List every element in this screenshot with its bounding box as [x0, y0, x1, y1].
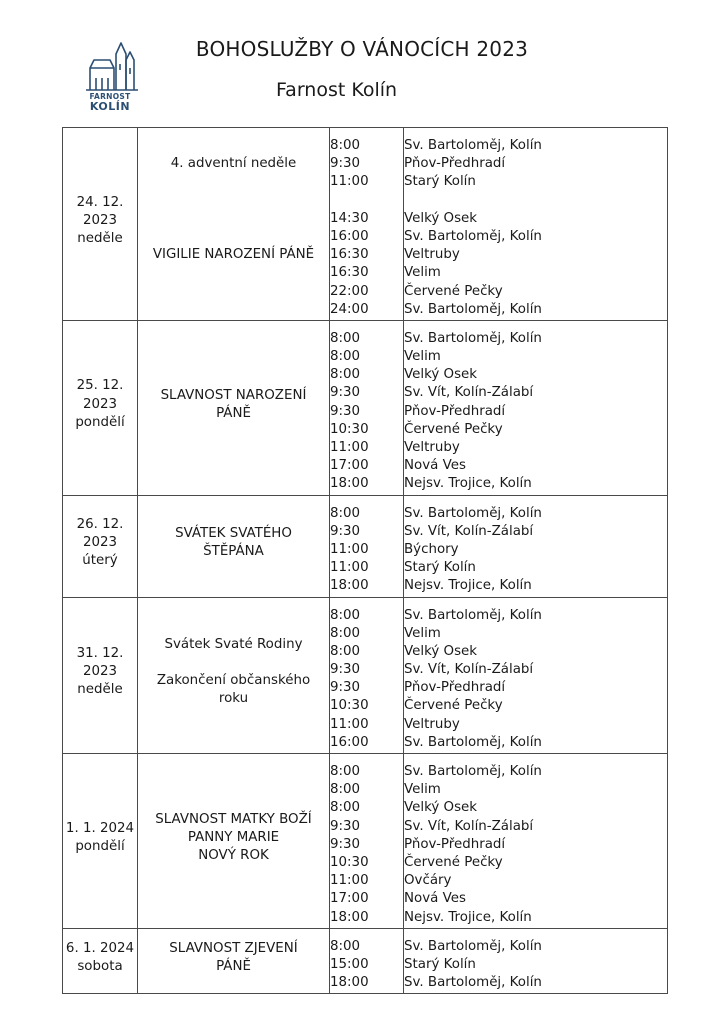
- service-time: 8:00: [330, 138, 361, 153]
- service-time: 8:00: [330, 607, 361, 623]
- date-line: úterý: [82, 553, 118, 569]
- service-place: Sv. Bartoloměj, Kolín: [404, 607, 542, 623]
- service-place: Sv. Vít, Kolín-Zálabí: [404, 662, 534, 678]
- service-time: 10:30: [330, 854, 369, 870]
- spacer: [138, 654, 329, 672]
- times-cell: [330, 597, 404, 754]
- places-cell: [404, 320, 668, 495]
- service-time: 17:00: [330, 891, 369, 907]
- service-place: Sv. Bartoloměj, Kolín: [404, 975, 542, 991]
- service-time: 18:00: [330, 975, 369, 991]
- places-cell: [404, 128, 668, 321]
- feast-line: PÁNĚ: [216, 958, 251, 974]
- service-place: Býchory: [404, 541, 459, 557]
- service-time: 22:00: [330, 283, 369, 299]
- service-place: Nová Ves: [404, 458, 466, 474]
- date-line: neděle: [77, 682, 123, 698]
- service-time: 9:30: [330, 818, 361, 834]
- feast-cell: [138, 320, 330, 495]
- date-line: 2023: [82, 212, 118, 228]
- service-time: 18:00: [330, 476, 369, 492]
- schedule-row: [63, 320, 668, 495]
- service-time: 8:00: [330, 505, 361, 521]
- service-place: Nejsv. Trojice, Kolín: [404, 476, 532, 492]
- service-place: Pňov-Předhradí: [404, 680, 506, 696]
- date-line: 31. 12.: [76, 646, 124, 661]
- service-time: 11:00: [330, 873, 369, 889]
- service-place: Pňov-Předhradí: [404, 403, 506, 419]
- places-cell: [404, 597, 668, 754]
- schedule-row: [63, 928, 668, 994]
- service-place: Sv. Vít, Kolín-Zálabí: [404, 818, 534, 834]
- spacer: [138, 228, 329, 246]
- date-line: 6. 1. 2024: [65, 940, 135, 956]
- logo-text-farnost: FARNOST: [89, 92, 131, 101]
- service-place: Pňov-Předhradí: [404, 156, 506, 172]
- feast-cell: [138, 495, 330, 597]
- date-line: pondělí: [75, 838, 125, 854]
- date-line: 2023: [82, 664, 118, 680]
- service-place: Sv. Vít, Kolín-Zálabí: [404, 385, 534, 401]
- date-line: 1. 1. 2024: [65, 820, 135, 836]
- service-time: 11:00: [330, 541, 369, 557]
- service-time: 10:30: [330, 698, 369, 714]
- service-time: 8:00: [330, 643, 361, 659]
- service-time: 8:00: [330, 625, 361, 641]
- spacer: [330, 192, 403, 210]
- service-time: 11:00: [330, 440, 369, 455]
- service-time: 11:00: [330, 560, 369, 576]
- service-place: Velim: [404, 625, 441, 641]
- feast-line: ŠTĚPÁNA: [203, 544, 264, 560]
- feast-cell: [138, 928, 330, 994]
- service-time: 8:00: [330, 782, 361, 798]
- service-place: Veltruby: [404, 440, 460, 455]
- service-place: Velký Osek: [404, 367, 478, 383]
- service-time: 8:00: [330, 330, 361, 346]
- times-cell: [330, 320, 404, 495]
- service-place: Velký Osek: [404, 800, 478, 816]
- date-cell: [63, 928, 138, 994]
- feast-line: SLAVNOST ZJEVENÍ: [169, 940, 298, 956]
- service-place: Velim: [404, 349, 441, 365]
- service-place: Starý Kolín: [404, 174, 476, 190]
- service-time: 11:00: [330, 716, 369, 732]
- feast-line: SLAVNOST NAROZENÍ: [160, 387, 307, 403]
- feast-line: PANNY MARIE: [187, 829, 280, 845]
- places-cell: [404, 495, 668, 597]
- service-time: 9:30: [330, 662, 361, 678]
- service-place: Sv. Bartoloměj, Kolín: [404, 505, 542, 521]
- feast-line: PÁNĚ: [216, 405, 251, 421]
- service-place: Velký Osek: [404, 210, 478, 226]
- service-time: 9:30: [330, 523, 361, 539]
- spacer: [138, 173, 329, 191]
- feast-cell: [138, 597, 330, 754]
- places-cell: [404, 928, 668, 994]
- feast-line: 4. adventní neděle: [170, 156, 297, 172]
- service-place: Velim: [404, 265, 441, 281]
- schedule-row: [63, 495, 668, 597]
- date-line: 2023: [82, 534, 118, 550]
- service-place: Nejsv. Trojice, Kolín: [404, 578, 532, 594]
- service-time: 9:30: [330, 680, 361, 696]
- service-place: Velký Osek: [404, 643, 478, 659]
- service-place: Veltruby: [404, 247, 460, 263]
- date-cell: [63, 128, 138, 321]
- service-time: 9:30: [330, 836, 361, 852]
- service-time: 18:00: [330, 578, 369, 594]
- service-place: Nová Ves: [404, 891, 466, 907]
- service-place: Červené Pečky: [404, 854, 503, 870]
- service-time: 14:30: [330, 210, 369, 226]
- service-time: 9:30: [330, 403, 361, 419]
- times-cell: [330, 754, 404, 929]
- schedule-row: [63, 128, 668, 321]
- service-time: 8:00: [330, 938, 361, 954]
- service-place: Sv. Vít, Kolín-Zálabí: [404, 523, 534, 539]
- date-line: 2023: [82, 396, 118, 412]
- date-line: 24. 12.: [76, 194, 124, 210]
- service-place: Nejsv. Trojice, Kolín: [404, 909, 532, 925]
- feast-line: Svátek Svaté Rodiny: [164, 636, 303, 652]
- service-time: 16:30: [330, 265, 369, 281]
- date-cell: [63, 754, 138, 929]
- times-cell: [330, 928, 404, 994]
- page-subtitle: Farnost Kolín: [276, 79, 398, 101]
- service-time: 16:30: [330, 247, 369, 263]
- service-time: 8:00: [330, 764, 361, 779]
- service-place: Ovčáry: [404, 873, 452, 889]
- service-time: 16:00: [330, 228, 369, 244]
- service-place: Červené Pečky: [404, 698, 503, 714]
- feast-line: SLAVNOST MATKY BOŽÍ: [155, 811, 312, 827]
- date-cell: [63, 597, 138, 754]
- date-cell: [63, 495, 138, 597]
- service-time: 24:00: [330, 301, 369, 317]
- feast-line: NOVÝ ROK: [198, 847, 269, 863]
- date-line: 25. 12.: [76, 378, 124, 394]
- service-place: Sv. Bartoloměj, Kolín: [404, 938, 542, 954]
- service-time: 11:00: [330, 174, 369, 190]
- service-place: Sv. Bartoloměj, Kolín: [404, 330, 542, 346]
- service-time: 17:00: [330, 458, 369, 474]
- date-line: neděle: [77, 231, 123, 247]
- feast-line: Zakončení občanského: [156, 673, 311, 689]
- service-place: Sv. Bartoloměj, Kolín: [404, 138, 542, 153]
- service-place: Starý Kolín: [404, 560, 476, 576]
- schedule-row: [63, 597, 668, 754]
- feast-cell: [138, 754, 330, 929]
- service-place: Sv. Bartoloměj, Kolín: [404, 764, 542, 779]
- spacer: [404, 192, 667, 210]
- page-title: BOHOSLUŽBY O VÁNOCÍCH 2023: [195, 37, 529, 61]
- feast-line: VIGILIE NAROZENÍ PÁNĚ: [152, 247, 315, 263]
- service-time: 9:30: [330, 385, 361, 401]
- service-time: 8:00: [330, 367, 361, 383]
- feast-cell: [138, 128, 330, 321]
- times-cell: [330, 495, 404, 597]
- service-time: 18:00: [330, 909, 369, 925]
- service-place: Starý Kolín: [404, 956, 476, 972]
- service-time: 10:30: [330, 421, 369, 437]
- feast-line: SVÁTEK SVATÉHO: [175, 525, 292, 541]
- spacer: [138, 192, 329, 210]
- service-place: Červené Pečky: [404, 421, 503, 437]
- schedule-table: [62, 127, 668, 994]
- service-time: 8:00: [330, 800, 361, 816]
- service-place: Velim: [404, 782, 441, 798]
- service-place: Veltruby: [404, 716, 460, 732]
- spacer: [138, 210, 329, 228]
- date-line: pondělí: [75, 414, 125, 430]
- service-time: 8:00: [330, 349, 361, 365]
- service-place: Sv. Bartoloměj, Kolín: [404, 734, 542, 750]
- date-line: 26. 12.: [76, 516, 124, 532]
- service-time: 15:00: [330, 956, 369, 972]
- service-place: Pňov-Předhradí: [404, 836, 506, 852]
- logo-text-kolin: KOLÍN: [89, 100, 131, 113]
- date-line: sobota: [77, 958, 123, 974]
- schedule-row: [63, 754, 668, 929]
- places-cell: [404, 754, 668, 929]
- service-place: Červené Pečky: [404, 283, 503, 299]
- feast-line: roku: [218, 691, 249, 707]
- service-time: 16:00: [330, 734, 369, 750]
- service-time: 9:30: [330, 156, 361, 172]
- date-cell: [63, 320, 138, 495]
- service-place: Sv. Bartoloměj, Kolín: [404, 228, 542, 244]
- times-cell: [330, 128, 404, 321]
- service-place: Sv. Bartoloměj, Kolín: [404, 301, 542, 317]
